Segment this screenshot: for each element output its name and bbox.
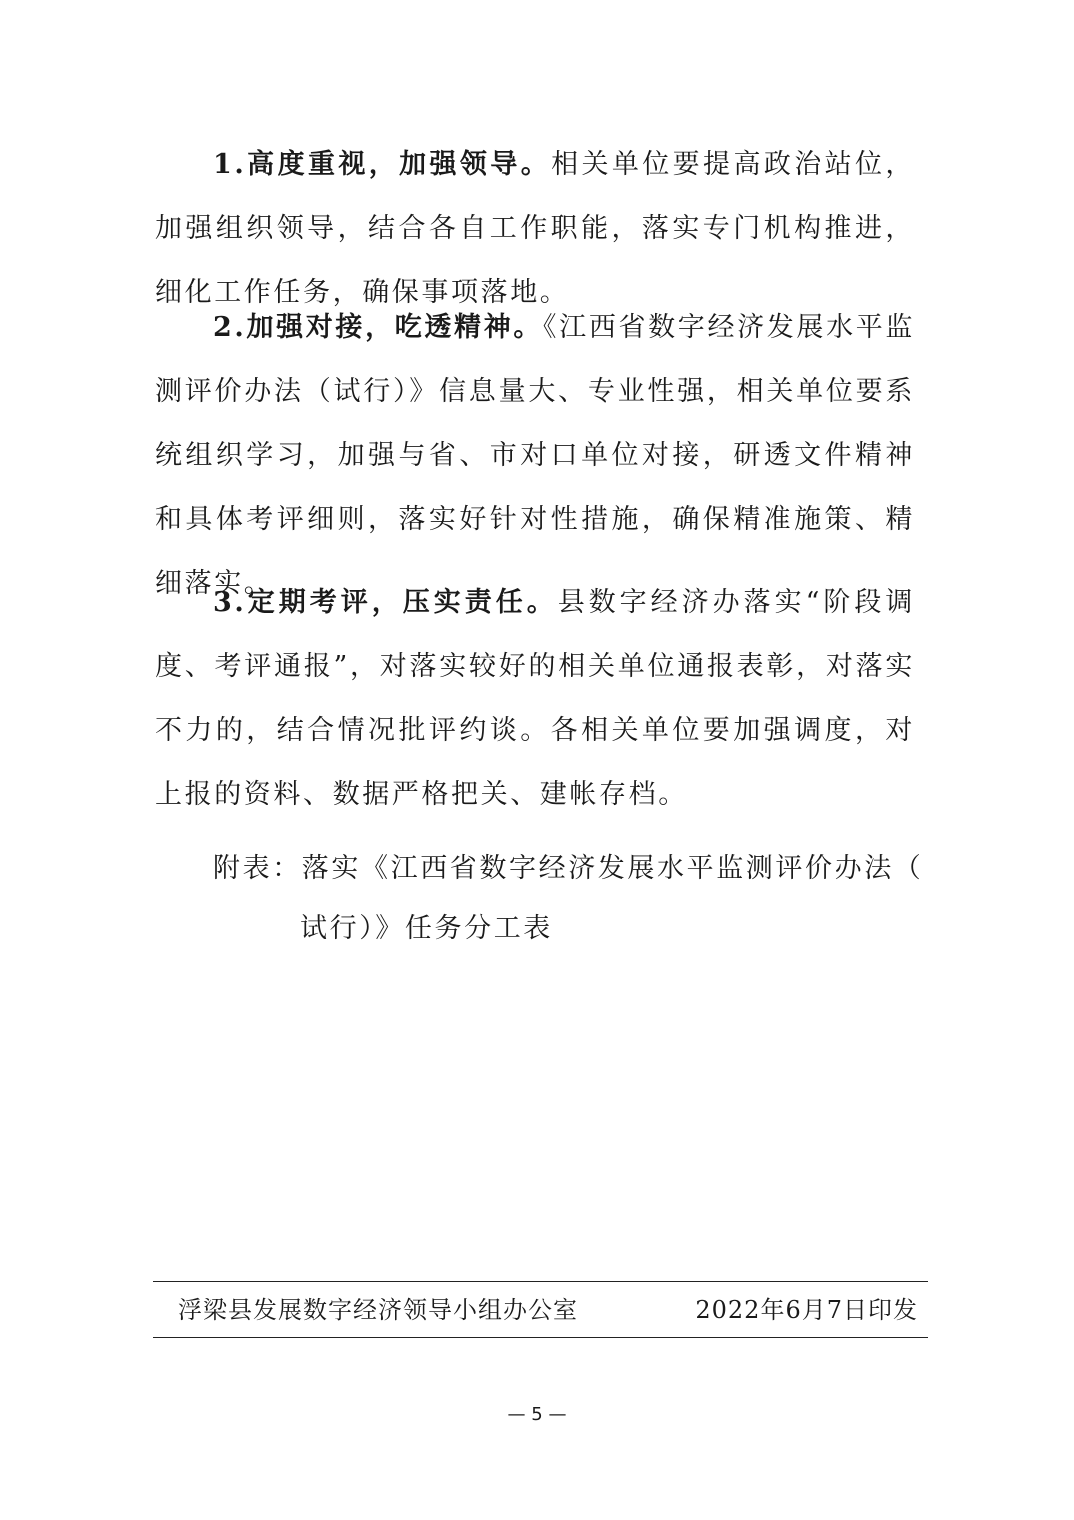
paragraph-2 <box>155 296 915 616</box>
issue-date: 2022年6月7日印发 <box>695 1296 918 1324</box>
paragraph-2-heading: 2.加强对接，吃透精神。 <box>213 312 544 343</box>
paragraph-2-body: 《江西省数字经济发展水平监测评价办法（试行）》信息量大、专业性强，相关单位要系统组织学习，加强与省、市对口单位对接，研透文件精神和具体考评细则，落实好针对性措施，确保精准施策、精细落实。 <box>155 312 915 599</box>
paragraph-1-body: 相关单位要提高政治站位，加强组织领导，结合各自工作职能，落实专门机构推进，细化工作任务，确保事项落地。 <box>155 149 915 308</box>
issuing-office: 浮梁县发展数字经济领导小组办公室 <box>178 1296 578 1324</box>
attachment-note <box>213 839 923 959</box>
paragraph-3 <box>155 571 915 827</box>
paragraph-3-heading: 3.定期考评，压实责任。 <box>213 587 558 618</box>
page-number: — 5 — <box>507 1404 567 1425</box>
footer-rule-bottom <box>153 1337 928 1338</box>
paragraph-1-heading: 1.高度重视，加强领导。 <box>213 149 552 180</box>
paragraph-3-body: 县数字经济办落实“阶段调度、考评通报”，对落实较好的相关单位通报表彰，对落实不力的，结合情况批评约谈。各相关单位要加强调度，对上报的资料、数据严格把关、建帐存档。 <box>155 587 915 810</box>
footer-rule-top <box>153 1281 928 1282</box>
attachment-line-2: 试行）》任务分工表 <box>300 913 553 944</box>
attachment-line-1: 附表：落实《江西省数字经济发展水平监测评价办法（ <box>213 853 924 884</box>
